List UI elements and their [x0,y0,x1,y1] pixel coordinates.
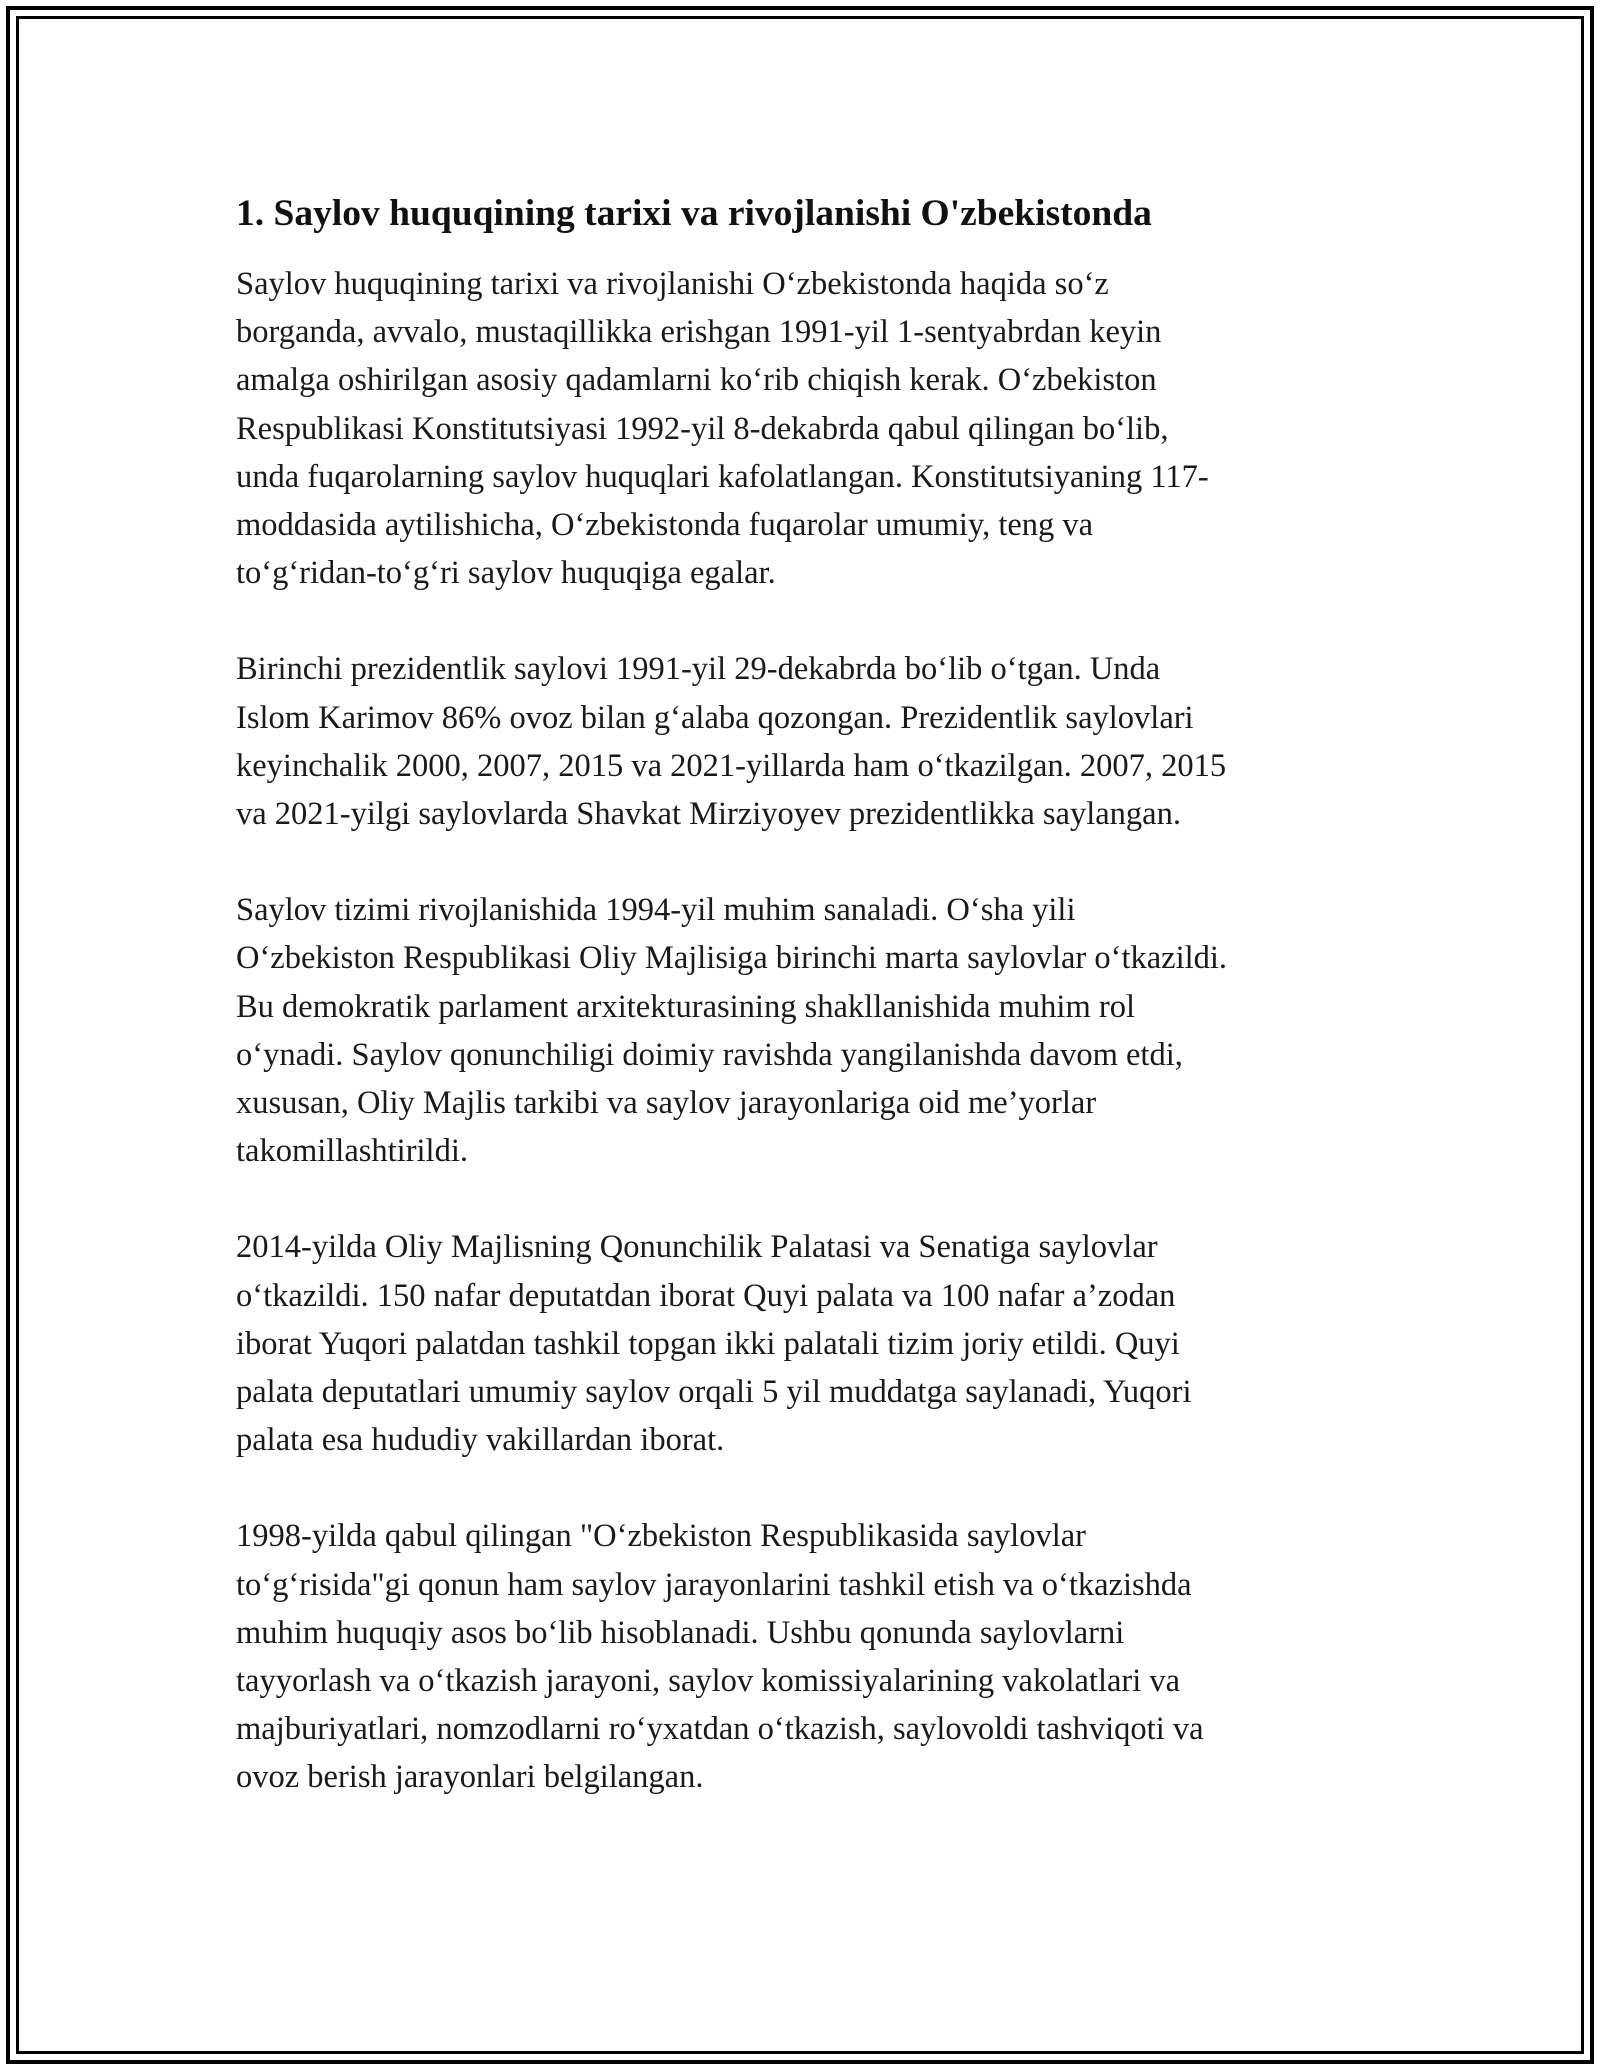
paragraph-line: O‘zbekiston Respublikasi Oliy Majlisiga birinchi marta saylovlar o‘tkazildi. [236,940,1228,977]
paragraph-line: muhim huquqiy asos bo‘lib hisoblanadi. Ushbu qonunda saylovlarni [236,1614,1125,1651]
paragraph-1 [236,260,1366,597]
paragraph-line: keyinchalik 2000, 2007, 2015 va 2021-yillarda ham o‘tkazilgan. 2007, 2015 [236,747,1227,784]
paragraph-line: 2014-yilda Oliy Majlisning Qonunchilik Palatasi va Senatiga saylovlar [236,1229,1158,1266]
paragraph-line: to‘g‘ridan-to‘g‘ri saylov huquqiga egalar. [236,555,776,592]
paragraph-line: amalga oshirilgan asosiy qadamlarni ko‘rib chiqish kerak. O‘zbekiston [236,362,1157,399]
paragraph-line: va 2021-yilgi saylovlarda Shavkat Mirziyoyev prezidentlikka saylangan. [236,796,1181,833]
paragraph-line: unda fuqarolarning saylov huquqlari kafolatlangan. Konstitutsiyaning 117- [236,458,1209,495]
document-body [236,186,1366,1850]
paragraph-line: Bu demokratik parlament arxitekturasining shakllanishida muhim rol [236,988,1135,1025]
paragraph-line: moddasida aytilishicha, O‘zbekistonda fuqarolar umumiy, teng va [236,507,1094,544]
paragraph-line: Islom Karimov 86% ovoz bilan g‘alaba qozongan. Prezidentlik saylovlari [236,699,1194,736]
paragraph-line: tayyorlash va o‘tkazish jarayoni, saylov komissiyalarining vakolatlari va [236,1663,1181,1700]
paragraph-line: Birinchi prezidentlik saylovi 1991-yil 29-dekabrda bo‘lib o‘tgan. Unda [236,651,1161,688]
paragraph-4 [236,1223,1366,1464]
paragraph-line: o‘tkazildi. 150 nafar deputatdan iborat Quyi palata va 100 nafar a’zodan [236,1277,1176,1314]
paragraph-line: palata deputatlari umumiy saylov orqali 5 yil muddatga saylanadi, Yuqori [236,1374,1192,1411]
paragraph-line: Saylov tizimi rivojlanishida 1994-yil muhim sanaladi. O‘sha yili [236,892,1076,929]
paragraph-line: to‘g‘risida"gi qonun ham saylov jarayonlarini tashkil etish va o‘tkazishda [236,1566,1192,1603]
paragraph-line: o‘ynadi. Saylov qonunchiligi doimiy ravishda yangilanishda davom etdi, [236,1036,1183,1073]
paragraph-line: 1998-yilda qabul qilingan "O‘zbekiston Respublikasida saylovlar [236,1518,1086,1555]
paragraph-line: palata esa hududiy vakillardan iborat. [236,1422,725,1459]
paragraph-line: borganda, avvalo, mustaqillikka erishgan 1991-yil 1-sentyabrdan keyin [236,314,1162,351]
paragraph-line: ovoz berish jarayonlari belgilangan. [236,1759,704,1796]
paragraph-5 [236,1512,1366,1801]
paragraph-line: majburiyatlari, nomzodlarni ro‘yxatdan o‘tkazish, saylovoldi tashviqoti va [236,1711,1204,1748]
paragraph-3 [236,886,1366,1175]
document-heading: 1. Saylov huquqining tarixi va rivojlanishi O'zbekistonda [236,193,1152,234]
paragraph-2 [236,645,1366,838]
paragraph-line: takomillashtirildi. [236,1133,468,1170]
paragraph-line: Respublikasi Konstitutsiyasi 1992-yil 8-dekabrda qabul qilingan bo‘lib, [236,410,1169,447]
paragraph-line: iborat Yuqori palatdan tashkil topgan ikki palatali tizim joriy etildi. Quyi [236,1325,1180,1362]
paragraph-line: Saylov huquqining tarixi va rivojlanishi O‘zbekistonda haqida so‘z [236,266,1109,302]
paragraph-line: xususan, Oliy Majlis tarkibi va saylov jarayonlariga oid me’yorlar [236,1085,1097,1122]
